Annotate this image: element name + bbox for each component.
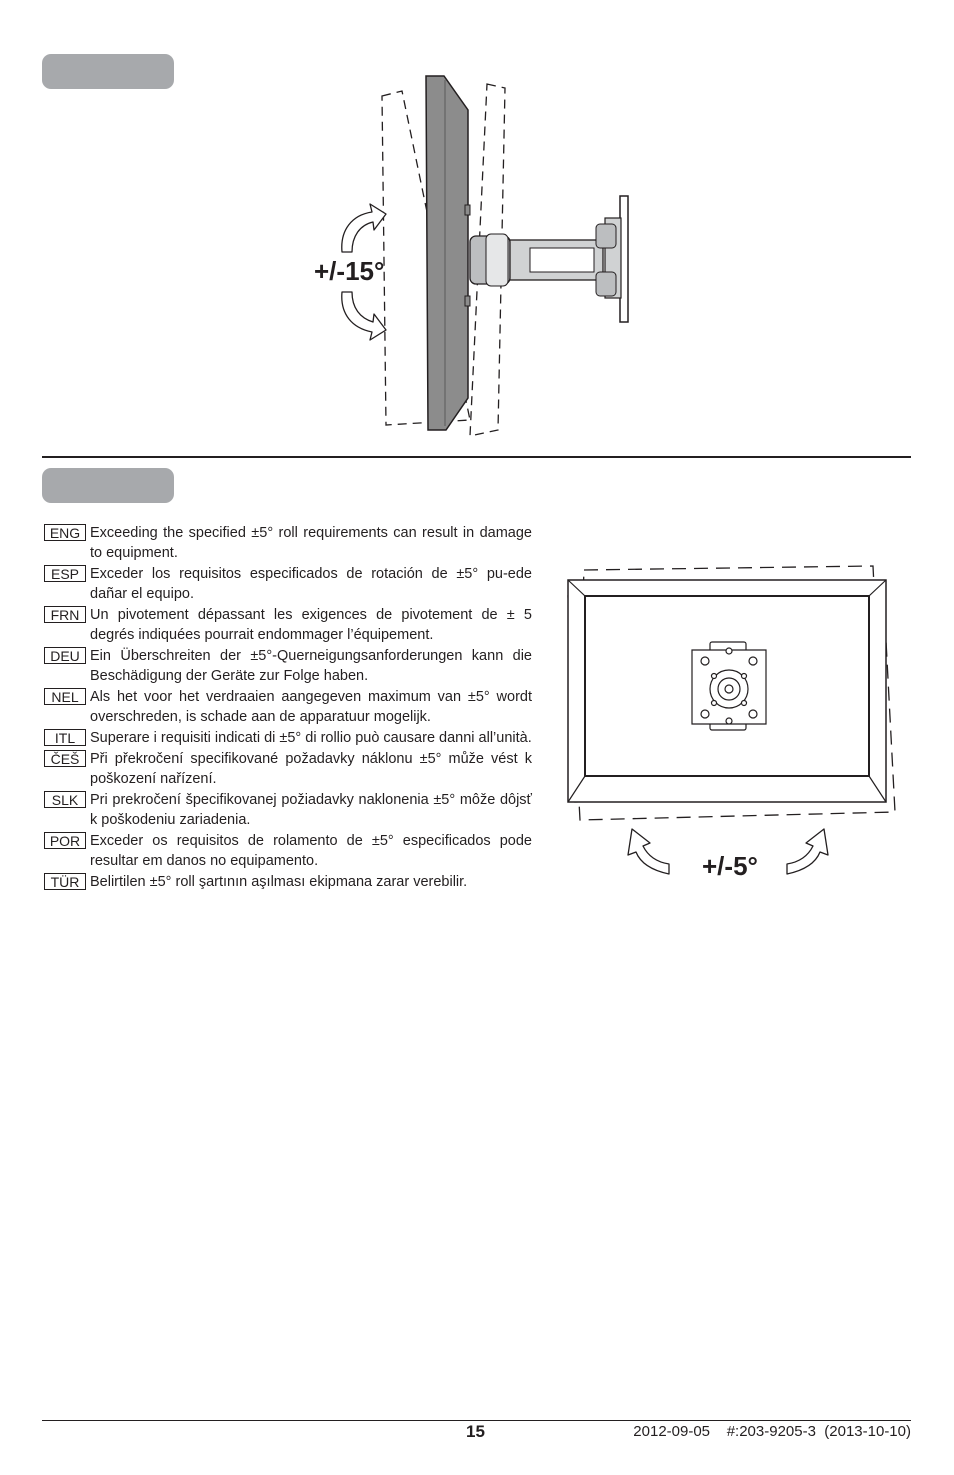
language-code: POR [44,832,86,849]
warning-text: Ein Überschreiten der ±5°-Querneigungsanforderungen kann die Beschädigung der Geräte zur Folge haben. [90,648,532,684]
warning-eng [44,523,532,563]
page-number: 15 [466,1422,485,1441]
warning-text: Exceeding the specified ±5° roll requirements can result in damage to equipment. [90,525,532,561]
warning-nel [44,687,532,727]
warning-text: Als het voor het verdraaien aangegeven maximum van ±5° wordt overschreden, is schade aan de apparatuur mogelijk. [90,689,532,725]
warning-text: Pri prekročení špecifikovanej požiadavky naklonenia ±5° môže dôjsť k poškodeniu zariadenia. [90,792,532,828]
warning-text: Exceder os requisitos de rolamento de ±5° especificados pode resultar em danos no equipamento. [90,833,532,869]
warning-text: Exceder los requisitos especificados de rotación de ±5° pu-ede dañar el equipo. [90,566,532,602]
roll-angle-label: +/-5° [702,851,758,881]
roll-warning-list [44,523,532,893]
language-code: ESP [44,565,86,582]
section-header-roll [42,468,174,503]
language-code: FRN [44,606,86,623]
warning-frn [44,605,532,645]
warning-text: Un pivotement dépassant les exigences de pivotement de ± 5 degrés indiquées pourrait endommager l’équipement. [90,607,532,643]
language-code: ENG [44,524,86,541]
tilt-diagram [300,70,640,435]
warning-ces [44,749,532,789]
warning-text: Při překročení specifikované požadavky náklonu ±5° může vést k poškození nařízení. [90,751,532,787]
warning-text: Superare i requisiti indicati di ±5° di rollio può causare danni all’unità. [90,730,532,746]
warning-esp [44,564,532,604]
roll-diagram [560,560,900,890]
footer-divider [42,1420,911,1421]
warning-text: Belirtilen ±5° roll şartının aşılması ekipmana zarar verebilir. [90,874,468,890]
section-header-tilt [42,54,174,89]
language-code: TÜR [44,873,86,890]
language-code: SLK [44,791,86,808]
warning-tur [44,872,532,892]
language-code: ITL [44,729,86,746]
tilt-angle-label: +/-15° [314,256,385,286]
language-code: DEU [44,647,86,664]
document-reference: 2012-09-05 #:203-9205-3 (2013-10-10) [633,1423,911,1440]
language-code: ČEŠ [44,750,86,767]
section-divider [42,456,911,458]
warning-deu [44,646,532,686]
language-code: NEL [44,688,86,705]
warning-itl [44,728,532,748]
warning-por [44,831,532,871]
warning-slk [44,790,532,830]
